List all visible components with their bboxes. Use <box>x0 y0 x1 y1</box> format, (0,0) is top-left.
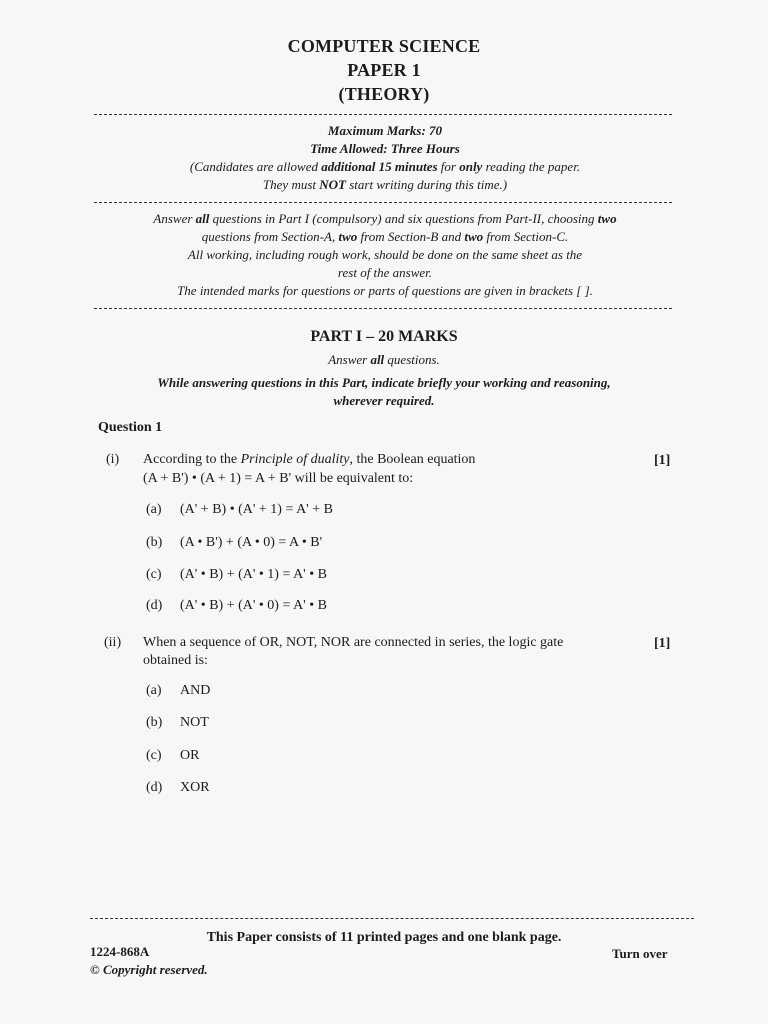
option-label: (a) <box>146 502 162 517</box>
divider <box>94 308 672 309</box>
option-label: (a) <box>146 683 162 698</box>
option-text: AND <box>180 683 211 698</box>
instruction-line: rest of the answer. <box>337 265 433 280</box>
option-text: XOR <box>180 780 210 795</box>
max-marks: Maximum Marks: 70 <box>327 123 443 138</box>
option-label: (d) <box>146 598 163 613</box>
question-heading: Question 1 <box>98 420 163 435</box>
time-allowed: Time Allowed: Three Hours <box>310 141 460 156</box>
question-text: obtained is: <box>143 653 208 668</box>
part-title: PART I – 20 MARKS <box>310 328 458 345</box>
question-number: (ii) <box>104 635 122 650</box>
option-text: NOT <box>180 715 209 730</box>
pages-note: This Paper consists of 11 printed pages and one blank page. <box>206 930 562 945</box>
subject-title: COMPUTER SCIENCE <box>287 36 481 56</box>
reading-time-note: (Candidates are allowed additional 15 minutes for only reading the paper. <box>189 159 581 174</box>
copyright: © Copyright reserved. <box>90 962 208 977</box>
paper-type: (THEORY) <box>338 84 430 104</box>
answer-all-note: Answer all questions. <box>328 352 440 367</box>
option-label: (c) <box>146 748 162 763</box>
option-text: OR <box>180 748 200 763</box>
instruction-line: Answer all questions in Part I (compulsory) and six questions from Part-II, choosing two <box>153 211 617 226</box>
divider <box>94 202 672 203</box>
marks-badge: [1] <box>654 453 671 468</box>
footer-divider <box>90 918 694 919</box>
option-text: (A' • B) + (A' • 1) = A' • B <box>180 567 327 582</box>
instruction-line: All working, including rough work, should be done on the same sheet as the <box>187 247 583 262</box>
question-text: According to the Principle of duality, the Boolean equation <box>143 452 476 467</box>
turn-over: Turn over <box>612 946 668 961</box>
question-number: (i) <box>106 452 120 467</box>
option-label: (b) <box>146 535 163 550</box>
option-text: (A' + B) • (A' + 1) = A' + B <box>180 502 333 517</box>
marks-badge: [1] <box>654 636 671 651</box>
instruction-line: questions from Section-A, two from Section-B and two from Section-C. <box>201 229 569 244</box>
paper-number: PAPER 1 <box>347 60 421 80</box>
writing-note: They must NOT start writing during this time.) <box>262 177 508 192</box>
option-label: (b) <box>146 715 163 730</box>
instruction-line: The intended marks for questions or parts of questions are given in brackets [ ]. <box>177 283 593 298</box>
paper-code: 1224-868A <box>90 944 150 959</box>
option-text: (A • B') + (A • 0) = A • B' <box>180 535 323 550</box>
option-label: (c) <box>146 567 162 582</box>
part-instruction: While answering questions in this Part, indicate briefly your working and reasoning, wherever required. <box>157 375 611 408</box>
divider <box>94 114 672 115</box>
option-label: (d) <box>146 780 163 795</box>
question-text: When a sequence of OR, NOT, NOR are connected in series, the logic gate <box>143 635 564 650</box>
option-text: (A' • B) + (A' • 0) = A' • B <box>180 598 327 613</box>
question-text: (A + B') • (A + 1) = A + B' will be equivalent to: <box>143 471 414 486</box>
